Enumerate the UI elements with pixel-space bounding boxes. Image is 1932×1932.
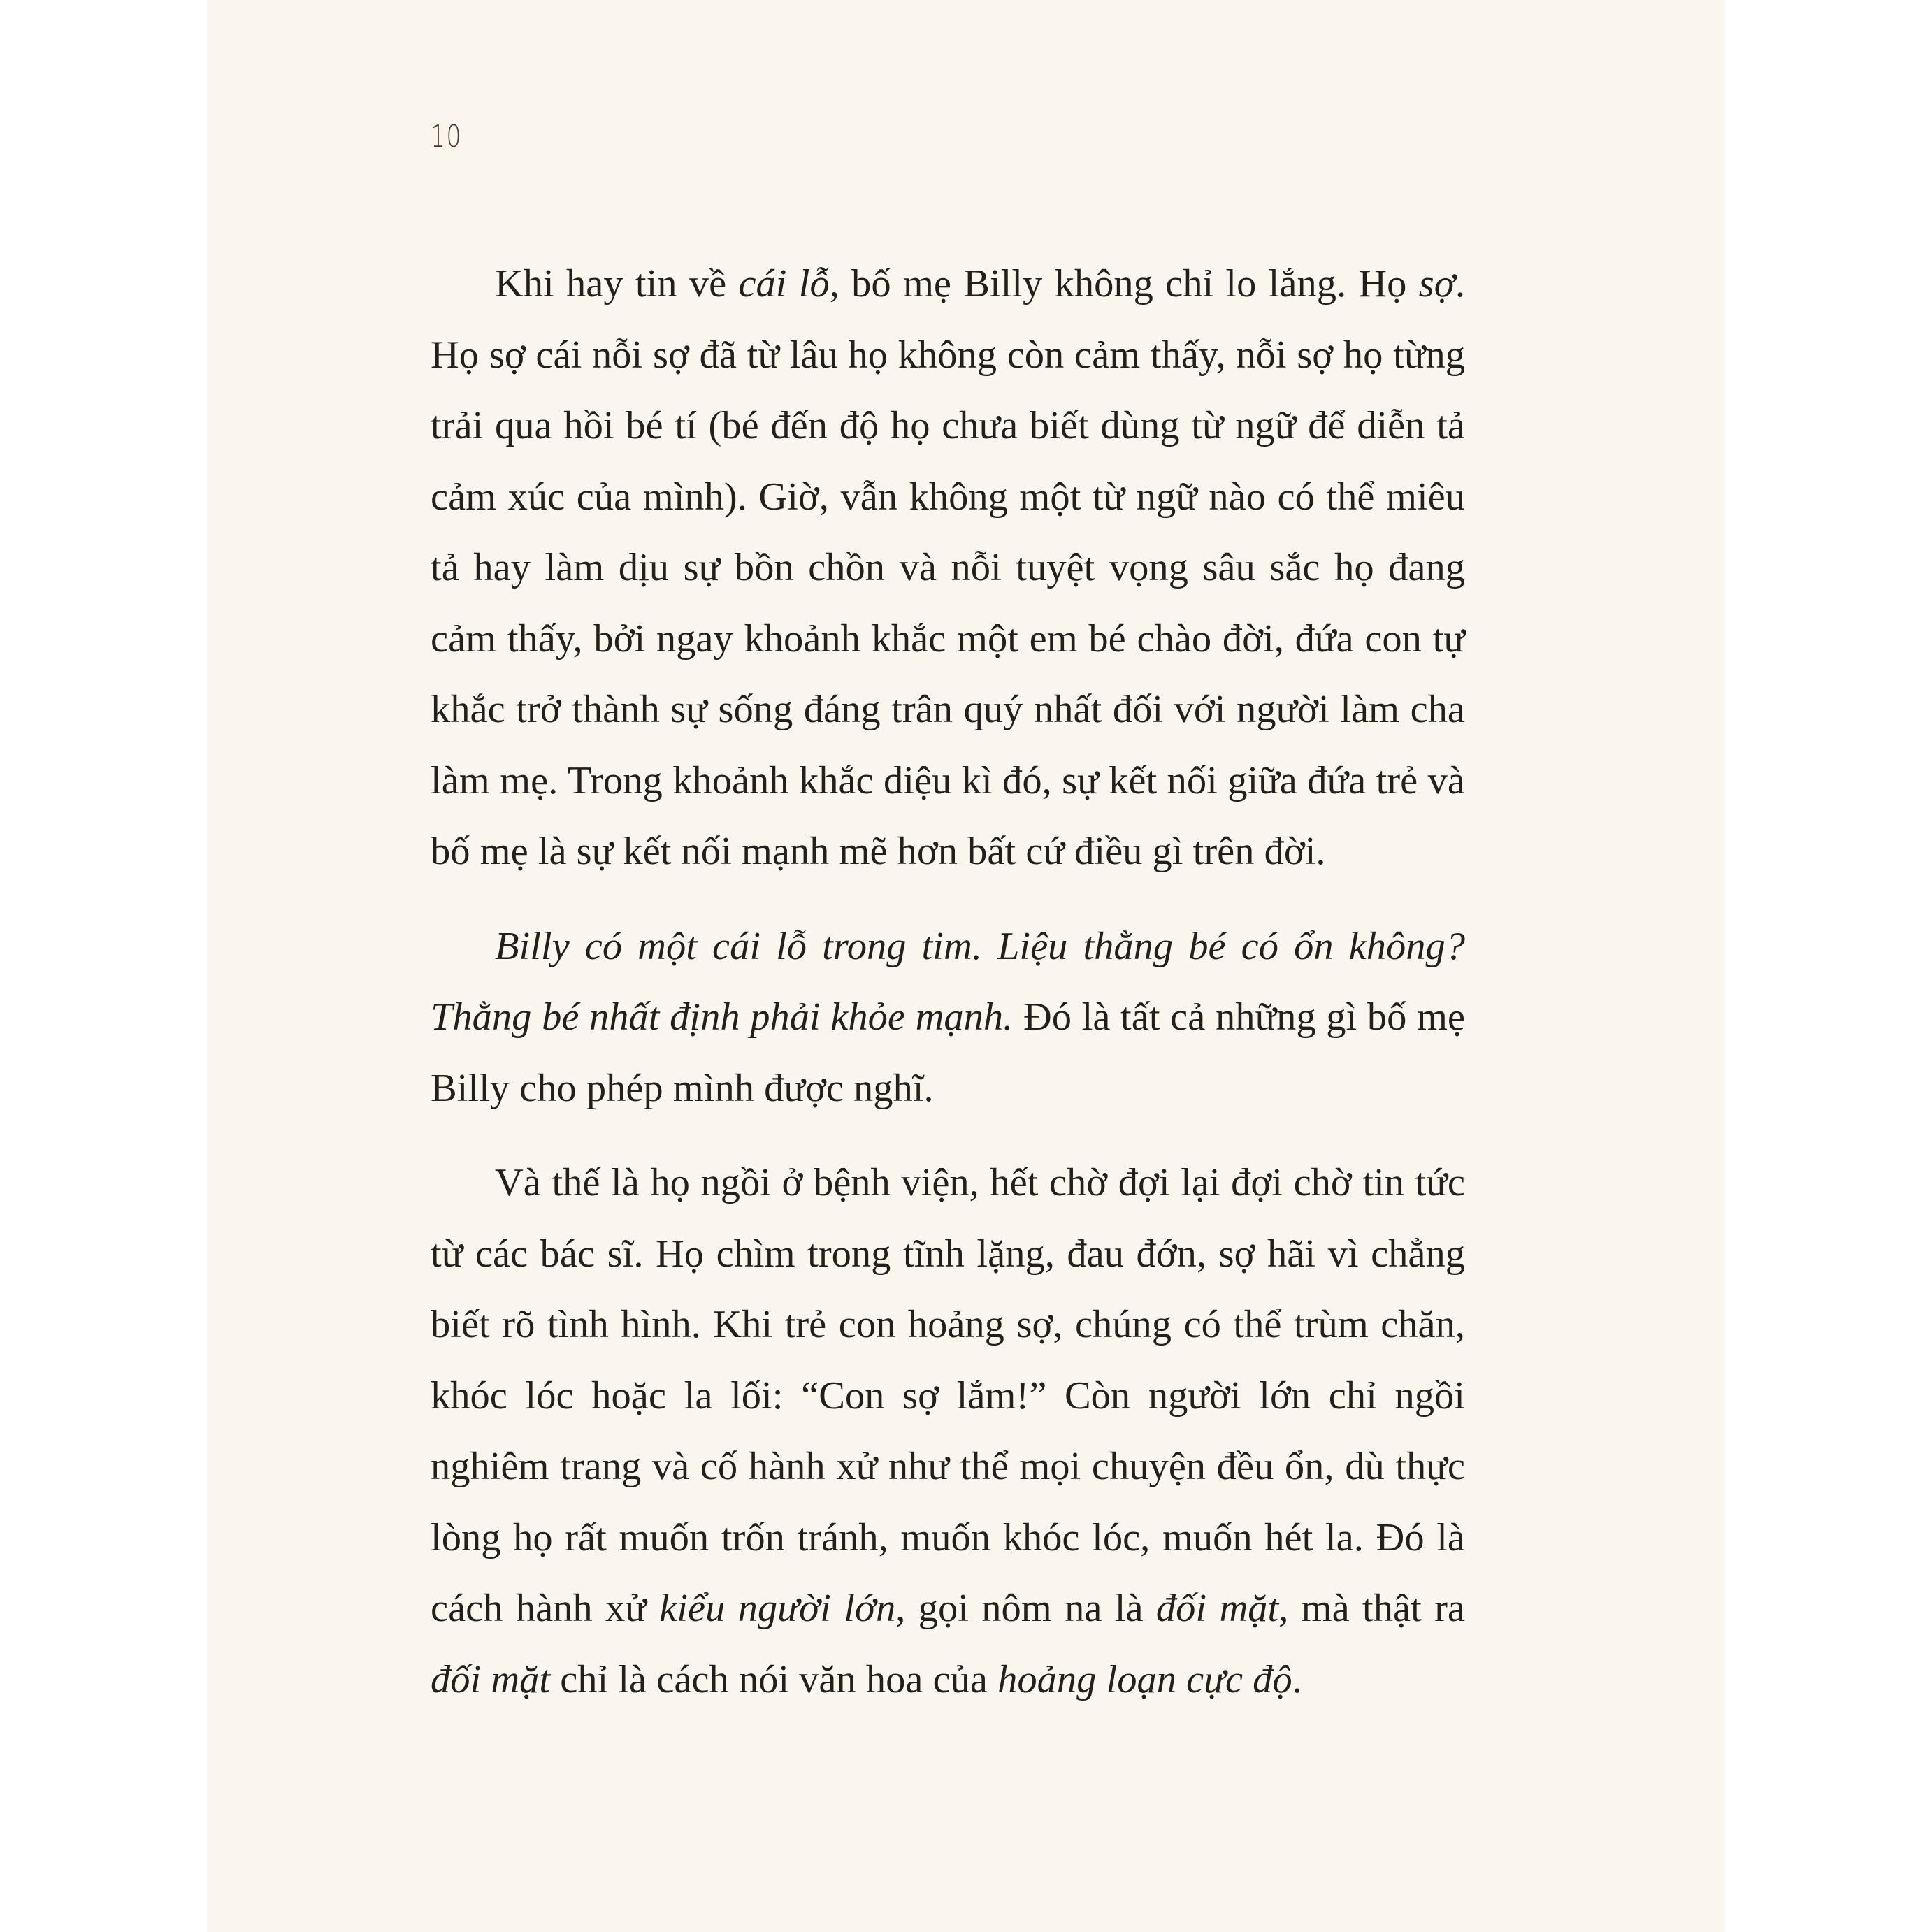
italic-segment: đối mặt, xyxy=(1155,1587,1289,1630)
italic-segment: đối mặt xyxy=(431,1657,551,1701)
italic-segment: hoảng loạn cực độ xyxy=(997,1657,1292,1701)
text-segment: Đó là tất cả những gì bố mẹ Billy cho phép mình được nghĩ. xyxy=(431,995,1465,1110)
text-segment: Khi hay tin về xyxy=(495,262,739,305)
text-segment: Và thế là họ ngồi ở bệnh viện, hết chờ đợi lại đợi chờ tin tức từ các bác sĩ. Họ chìm trong tĩnh lặng, đau đớn, sợ hãi vì chẳng biết rõ tình hình. Khi trẻ con hoảng sợ, chúng có thể trùm chăn, khóc lóc hoặc la lối: “Con sợ lắm!” Còn người lớn chỉ ngồi nghiêm trang và cố hành xử như thể mọi chuyện đều ổn, dù thực lòng họ rất muốn trốn tránh, muốn khóc lóc, muốn hét la. Đó là cách hành xử xyxy=(431,1161,1465,1630)
text-segment: . Họ sợ cái nỗi sợ đã từ lâu họ không còn cảm thấy, nỗi sợ họ từng trải qua hồi bé tí (bé đến độ họ chưa biết dùng từ ngữ để diễn tả cảm xúc của mình). Giờ, vẫn không một từ ngữ nào có thể miêu tả hay làm dịu sự bồn chồn và nỗi tuyệt vọng sâu sắc họ đang cảm thấy, bởi ngay khoảnh khắc một em bé chào đời, đứa con tự khắc trở thành sự sống đáng trân quý nhất đối với người làm cha làm mẹ. Trong khoảnh khắc diệu kì đó, sự kết nối giữa đứa trẻ và bố mẹ là sự kết nối mạnh mẽ hơn bất cứ điều gì trên đời. xyxy=(431,262,1465,873)
body-text xyxy=(431,249,1465,1715)
book-page xyxy=(207,0,1725,1932)
paragraph-1 xyxy=(431,249,1465,888)
text-segment: . xyxy=(1292,1657,1302,1701)
paragraph-2 xyxy=(431,911,1465,1125)
paragraph-3 xyxy=(431,1148,1465,1715)
text-segment: , bố mẹ Billy không chỉ lo lắng. Họ xyxy=(829,262,1419,305)
italic-segment: cái lỗ xyxy=(738,262,830,305)
text-segment: , gọi nôm na là xyxy=(895,1587,1156,1630)
italic-segment: Billy có một cái lỗ trong tim. Liệu thằng bé có ổn không? Thằng bé nhất định phải khỏe mạnh. xyxy=(431,924,1465,1039)
italic-segment: kiểu người lớn xyxy=(659,1587,896,1630)
text-segment: chỉ là cách nói văn hoa của xyxy=(550,1657,998,1701)
italic-segment: sợ xyxy=(1418,262,1455,305)
page-number: 10 xyxy=(431,119,462,154)
text-segment: mà thật ra xyxy=(1288,1587,1466,1630)
